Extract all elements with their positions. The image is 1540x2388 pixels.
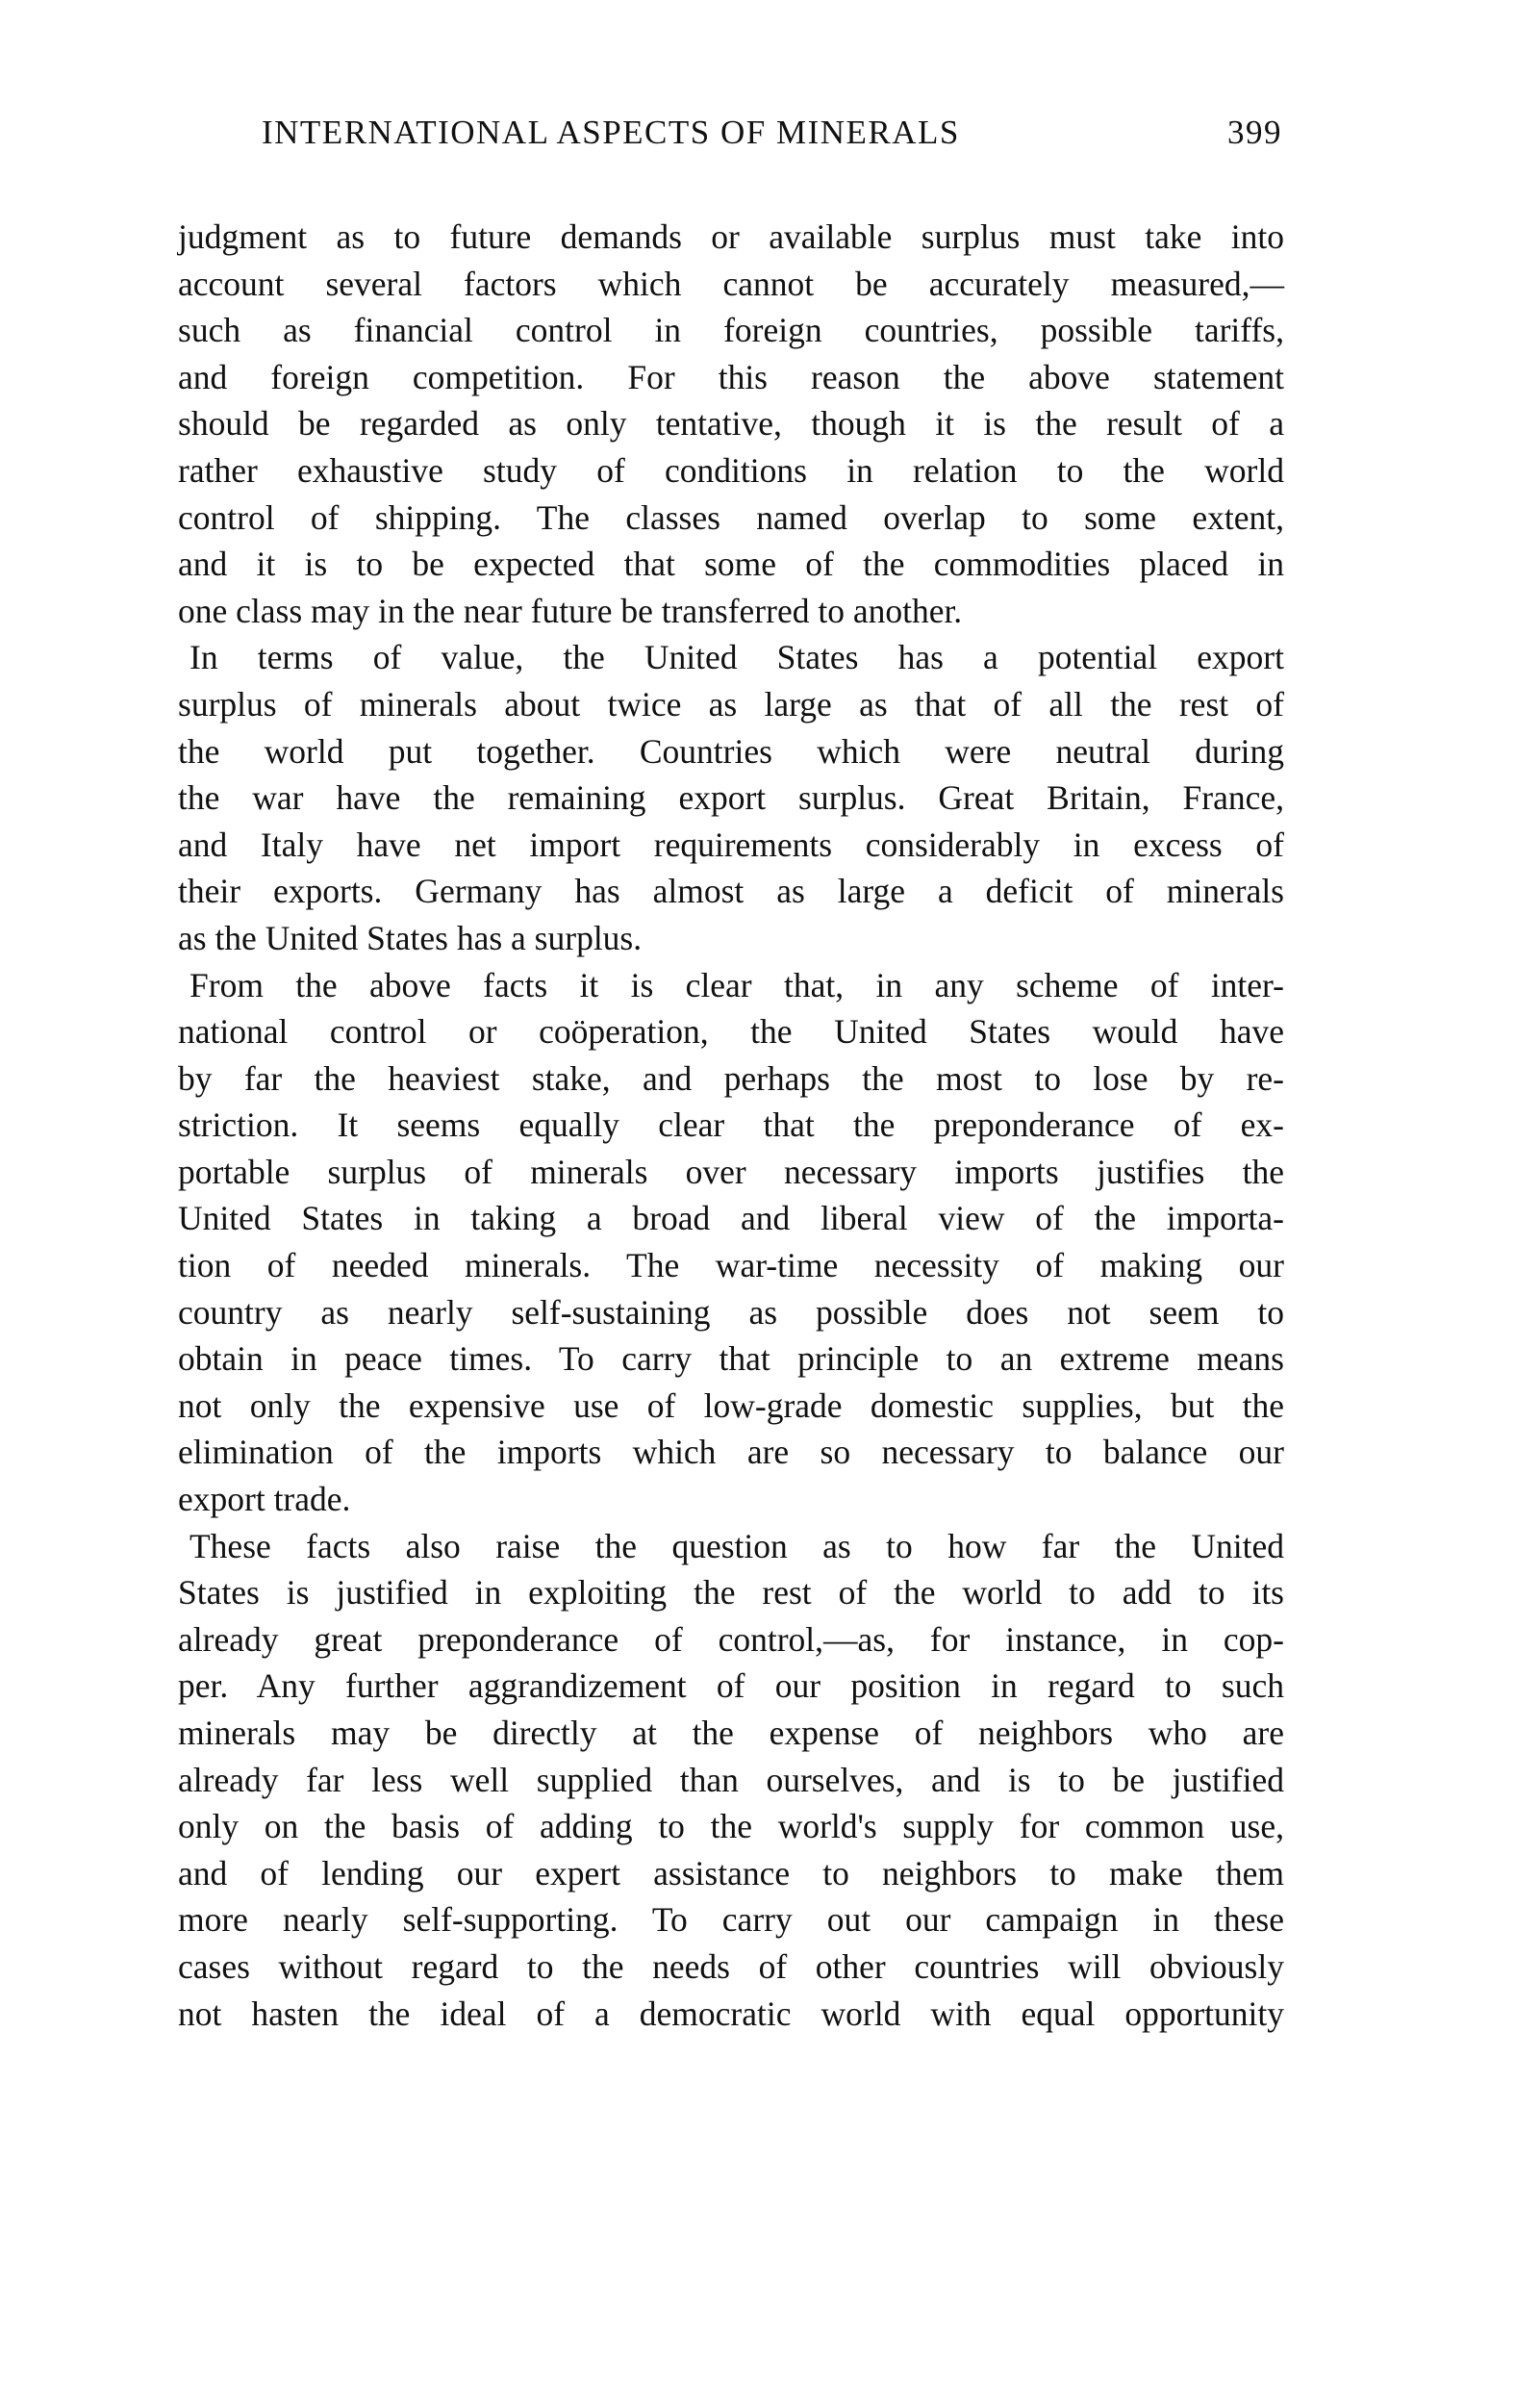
text-line: not only the expensive use of low-grade domestic supplies, but the (178, 1385, 1284, 1425)
text-line: and it is to be expected that some of the commodities placed in (178, 545, 1284, 584)
text-line: tion of needed minerals. The war-time necessity of making our (178, 1246, 1284, 1285)
text-line: United States in taking a broad and liberal view of the importa- (178, 1199, 1284, 1238)
page-number: 399 (1227, 114, 1282, 151)
text-line: country as nearly self-sustaining as possible does not seem to (178, 1292, 1284, 1332)
text-line: only on the basis of adding to the world's supply for common use, (178, 1807, 1284, 1846)
text-line: judgment as to future demands or available surplus must take into (178, 217, 1284, 256)
paragraph-2 (178, 634, 1284, 961)
text-line: more nearly self-supporting. To carry out our campaign in these (178, 1900, 1284, 1940)
text-line: and of lending our expert assistance to neighbors to make them (178, 1853, 1284, 1893)
text-line: These facts also raise the question as to how far the United (189, 1526, 1284, 1565)
text-line: In terms of value, the United States has a potential export (189, 638, 1284, 677)
text-line: as the United States has a surplus. (178, 918, 643, 957)
text-line: such as financial control in foreign countries, possible tariffs, (178, 311, 1284, 350)
paragraph-4 (178, 1523, 1284, 2038)
text-line: and foreign competition. For this reason the above statement (178, 357, 1284, 396)
text-line: already far less well supplied than ourselves, and is to be justified (178, 1760, 1284, 1799)
body-text (178, 214, 1284, 2037)
running-head-title: INTERNATIONAL ASPECTS OF MINERALS (262, 114, 960, 151)
text-line: export trade. (178, 1480, 351, 1519)
text-line: obtain in peace times. To carry that principle to an extreme means (178, 1339, 1284, 1379)
text-line: rather exhaustive study of conditions in relation to the world (178, 450, 1284, 490)
text-line: the world put together. Countries which were neutral during (178, 731, 1284, 771)
text-line: the war have the remaining export surplus. Great Britain, France, (178, 778, 1284, 818)
text-line: From the above facts it is clear that, in any scheme of inter- (189, 965, 1284, 1004)
running-head (178, 114, 1284, 162)
text-line: striction. It seems equally clear that the preponderance of ex- (178, 1105, 1284, 1145)
text-line: cases without regard to the needs of other countries will obviously (178, 1946, 1284, 1986)
text-line: surplus of minerals about twice as large as that of all the rest of (178, 684, 1284, 724)
text-line: minerals may be directly at the expense of neighbors who are (178, 1714, 1284, 1752)
text-line: their exports. Germany has almost as large a deficit of minerals (178, 872, 1284, 911)
paragraph-3 (178, 962, 1284, 1523)
paragraph-1 (178, 214, 1284, 634)
text-line: States is justified in exploiting the rest of the world to add to its (178, 1573, 1284, 1613)
text-line: should be regarded as only tentative, though it is the result of a (178, 404, 1284, 444)
text-line: one class may in the near future be transferred to another. (178, 591, 963, 630)
text-line: already great preponderance of control,—as, for instance, in cop- (178, 1619, 1284, 1659)
text-line: national control or coöperation, the United States would have (178, 1012, 1284, 1052)
text-line: by far the heaviest stake, and perhaps the most to lose by re- (178, 1058, 1284, 1098)
text-line: elimination of the imports which are so necessary to balance our (178, 1433, 1284, 1472)
text-line: portable surplus of minerals over necessary imports justifies the (178, 1152, 1284, 1191)
text-line: control of shipping. The classes named overlap to some extent, (178, 497, 1284, 537)
text-line: not hasten the ideal of a democratic world with equal opportunity (178, 1994, 1284, 2033)
text-line: and Italy have net import requirements considerably in excess of (178, 825, 1284, 864)
text-line: account several factors which cannot be accurately measured,— (178, 264, 1284, 303)
text-line: per. Any further aggrandizement of our position in regard to such (178, 1666, 1284, 1706)
